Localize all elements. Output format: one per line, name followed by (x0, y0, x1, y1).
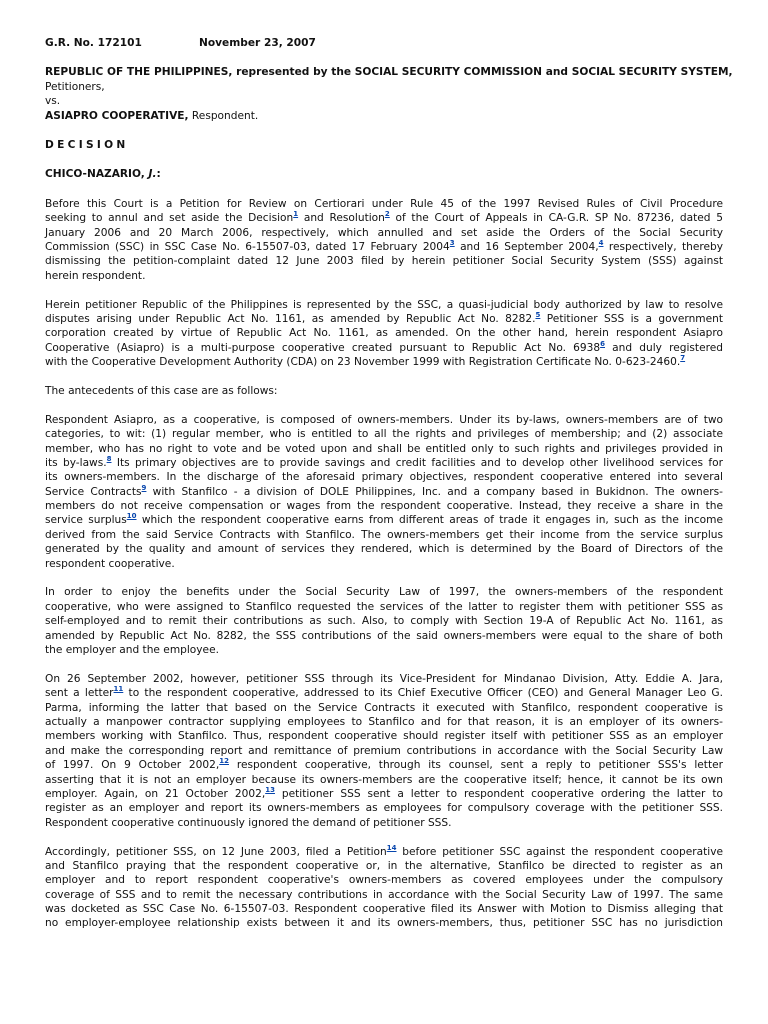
footnote-link[interactable]: 9 (141, 483, 147, 492)
paragraph-line: its owners-members. In the discharge of the aforesaid primary objectives, respondent cooperative entered into several (45, 471, 723, 484)
footnote-link[interactable]: 3 (449, 239, 455, 248)
paragraph-line: and Stanfilco praying that the respondent cooperative or, in the alternative, Stanfilco be directed to register as an (45, 859, 723, 872)
paragraph-line: Parma, informing the latter that based on the Service Contracts it executed with Stanfilco, respondent cooperative is (45, 701, 723, 714)
paragraph-line: member, who has no right to vote and be voted upon and shall be entitled only to such rights and privileges provided in (45, 442, 723, 455)
paragraph-line: self-employed and to remit their contributions as such. Also, to comply with Section 19-A of Republic Act No. 1161, as (45, 615, 723, 628)
paragraph-line: sent a letter$^{11}$ to the respondent cooperative, addressed to its Chief Executive Officer (CEO) and General Manager Leo G. (45, 685, 723, 700)
paragraph-line: Respondent Asiapro, as a cooperative, is composed of owners-members. Under its by-laws, owners-members are of two (45, 413, 723, 426)
paragraph-line: respondent cooperative. (45, 557, 175, 570)
paragraph-line: generated by the quality and amount of services they rendered, which is determined by the Board of Directors of the (45, 543, 723, 556)
footnote-link[interactable]: 5 (535, 310, 541, 319)
body-paragraph (45, 845, 723, 931)
paragraph-line: actually a manpower contractor supplying employees to Stanfilco and for that reason, it is an employer of its owners- (45, 715, 723, 728)
paragraph-line: Service Contracts$^9$ with Stanfilco - a division of DOLE Philippines, Inc. and a company based in Bukidnon. The owners- (45, 483, 723, 498)
body-paragraph (45, 197, 723, 283)
paragraph-line: cooperative, who were assigned to Stanfilco requested the services of the latter to register them with petitioner SSS as (45, 600, 723, 613)
footnote-link[interactable]: 7 (680, 354, 686, 363)
paragraph-line: service surplus$^{10}$ which the respondent cooperative earns from different areas of trade it engages in, such as the income (45, 512, 723, 527)
body-paragraph (45, 413, 723, 571)
paragraph-line: categories, to wit: (1) regular member, who is entitled to all the rights and privileges of membership; and (2) associate (45, 428, 723, 441)
case-number: G.R. No. 172101 (45, 37, 142, 49)
paragraph-line: derived from the said Service Contracts with Stanfilco. The owners-members get their income from the service surplus (45, 528, 723, 541)
paragraph-line: Cooperative (Asiapro) is a multi-purpose cooperative created pursuant to Republic Act No. 6938$^6$ and duly registered (45, 339, 723, 354)
paragraph-line: asserting that it is not an employer because its owners-members are the cooperative itself; hence, it cannot be its own (45, 773, 723, 786)
paragraph-line: seeking to annul and set aside the Decision$^1$ and Resolution$^2$ of the Court of Appeals in CA-G.R. SP No. 87236, dated 5 (45, 210, 723, 225)
paragraph-line: On 26 September 2002, however, petitioner SSS through its Vice-President for Mindanao Division, Atty. Eddie A. Jara, (45, 672, 723, 685)
petitioner-role: Petitioners, (45, 80, 105, 93)
respondent-name: ASIAPRO COOPERATIVE, (45, 109, 189, 122)
paragraph-line: herein respondent. (45, 269, 146, 282)
paragraph-line: January 2006 and 20 March 2006, respectively, which annulled and set aside the Orders of the Social Security (45, 226, 723, 239)
paragraph-line: amended by Republic Act No. 8282, the SSS contributions of the said owners-members were equal to the share of both (45, 629, 723, 642)
paragraph-line: with the Cooperative Development Authority (CDA) on 23 November 1999 with Registration Certificate No. 0-623-2460.$^7$ (45, 354, 686, 369)
respondent-role: Respondent. (188, 109, 259, 122)
paragraph-line: disputes arising under Republic Act No. 1161, as amended by Republic Act No. 8282.$^5$ Petitioner SSS is a government (45, 310, 723, 325)
paragraph-line: Commission (SSC) in SSC Case No. 6-15507-03, dated 17 February 2004$^3$ and 16 September 2004,$^4$ respectively, thereby (45, 239, 723, 254)
paragraph-line: its by-laws.$^8$ Its primary objectives are to provide savings and credit facilities and to develop other livelihood services for (45, 454, 723, 469)
footnote-link[interactable]: 6 (600, 339, 605, 348)
decision-body (45, 197, 723, 931)
paragraph-line: coverage of SSS and to remit the necessary contributions in accordance with the Social Security Law of 1997. The same (45, 888, 723, 901)
paragraph-line: was docketed as SSC Case No. 6-15507-03. Respondent cooperative filed its Answer with Motion to Dismiss alleging that (45, 903, 723, 916)
ponente-name: CHICO-NAZARIO, J.: (45, 168, 161, 181)
footnote-link[interactable]: 10 (126, 512, 137, 521)
footnote-link[interactable]: 1 (293, 210, 299, 219)
paragraph-line: The antecedents of this case are as follows: (45, 384, 278, 397)
paragraph-line: register as an employer and report its owners-members as employees for compulsory coverage with the petitioner SSS. (45, 802, 723, 815)
paragraph-line: the employer and the employee. (45, 644, 219, 657)
ponente (45, 167, 723, 181)
paragraph-line: members do not receive compensation or wages from the respondent cooperative. Instead, they receive a share in the (45, 500, 723, 513)
paragraph-line: of 1997. On 9 October 2002,12 respondent cooperative, through its counsel, sent a reply to petitioner SSS's letter (45, 757, 723, 772)
case-parties (45, 65, 733, 123)
footnote-link[interactable]: 4 (598, 239, 604, 248)
paragraph-line: employer. Again, on 21 October 2002,13 petitioner SSS sent a letter to respondent cooperative ordering the latter to (45, 785, 724, 800)
footnote-link[interactable]: 8 (106, 454, 112, 463)
petitioner-name: REPUBLIC OF THE PHILIPPINES, represented by the SOCIAL SECURITY COMMISSION and SOCIAL SECURITY SYSTEM, (45, 66, 733, 79)
body-paragraph (45, 384, 723, 398)
document-page (45, 36, 733, 945)
paragraph-line: In order to enjoy the benefits under the Social Security Law of 1997, the owners-members of the respondent (45, 586, 723, 599)
paragraph-line: dismissing the petition-complaint dated 12 June 2003 filed by herein petitioner Social Security System (SSS) against (45, 255, 723, 268)
body-paragraph (45, 585, 723, 657)
footnote-link[interactable]: 14 (386, 843, 397, 852)
case-caption (45, 36, 723, 50)
paragraph-line: Accordingly, petitioner SSS, on 12 June 2003, filed a Petition$^{14}$ before petitioner SSC against the respondent cooperative (45, 843, 723, 858)
versus-label: vs. (45, 95, 61, 108)
body-paragraph (45, 672, 723, 830)
paragraph-line: and make the corresponding report and remittance of premium contributions in accordance with the Social Security Law (45, 744, 723, 757)
footnote-link[interactable]: 12 (219, 757, 229, 766)
case-date: November 23, 2007 (199, 37, 316, 49)
paragraph-line: Before this Court is a Petition for Review on Certiorari under Rule 45 of the 1997 Revised Rules of Civil Procedure (45, 197, 723, 210)
paragraph-line: no employer-employee relationship exists between it and its owners-members, thus, petitioner SSC has no jurisdiction (45, 917, 723, 930)
decision-heading: DECISION (45, 139, 129, 152)
footnote-link[interactable]: 11 (113, 685, 124, 694)
paragraph-line: Respondent cooperative continuously ignored the demand of petitioner SSS. (45, 816, 452, 829)
footnote-link[interactable]: 13 (265, 785, 275, 794)
paragraph-line: members working with Stanfilco. Thus, respondent cooperative should register itself with petitioner SSS as an employer (45, 730, 723, 743)
paragraph-line: Herein petitioner Republic of the Philippines is represented by the SSC, a quasi-judicial body authorized by law to resolve (45, 298, 723, 311)
footnote-link[interactable]: 2 (384, 210, 390, 219)
paragraph-line: corporation created by virtue of Republic Act No. 1161, as amended. On the other hand, herein respondent Asiapro (45, 327, 723, 340)
paragraph-line: employer and to report respondent cooperative's owners-members as covered employees under the compulsory (45, 874, 723, 887)
body-paragraph (45, 298, 723, 370)
